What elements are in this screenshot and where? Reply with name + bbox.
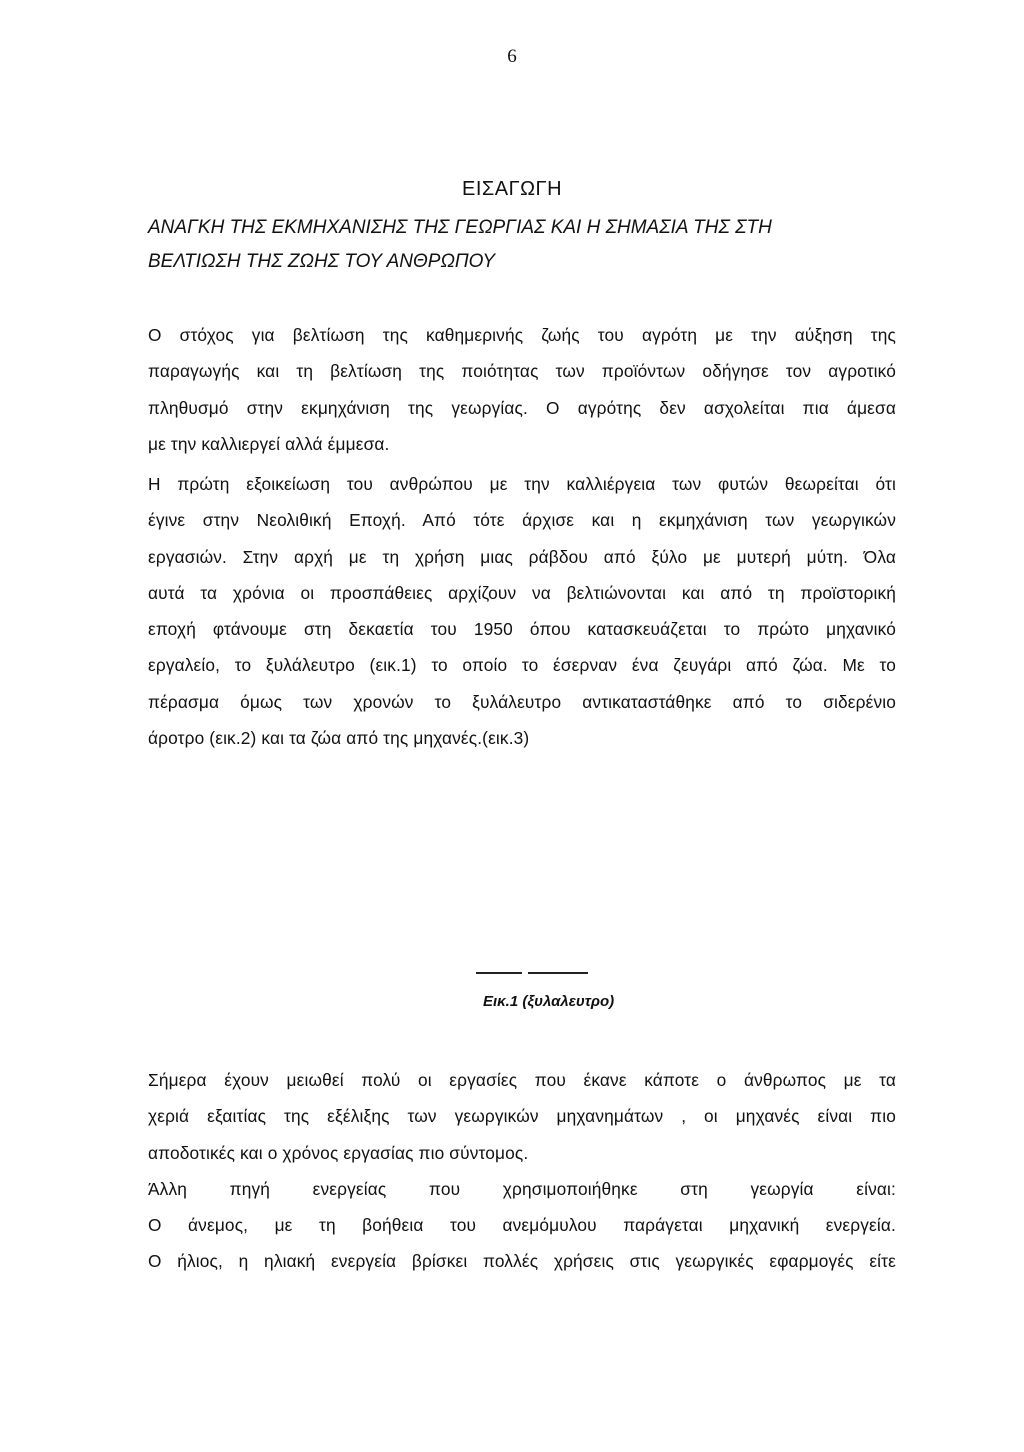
- paragraph-line: παραγωγής και τη βελτίωση της ποιότητας των προϊόντων οδήγησε τον αγροτικό: [148, 361, 896, 382]
- paragraph-goal: [148, 317, 896, 462]
- page-number: 6: [507, 46, 517, 67]
- paragraph-line: άροτρο (εικ.2) και τα ζώα από της μηχανές.(εικ.3): [148, 728, 530, 749]
- figure-caption: Εικ.1 (ξυλαλευτρο): [483, 993, 615, 1010]
- paragraph-line: πέρασμα όμως των χρονών το ξυλάλευτρο αντικαταστάθηκε από το σιδερένιο: [148, 691, 896, 712]
- paragraph-line: αποδοτικές και ο χρόνος εργασίας πιο σύντομος.: [148, 1142, 529, 1163]
- paragraph-line: εργασιών. Στην αρχή με τη χρήση μιας ράβδου από ξύλο με μυτερή μύτη. Όλα: [148, 546, 896, 567]
- document-heading: ΕΙΣΑΓΩΓΗ: [461, 178, 563, 200]
- paragraph-line: εργαλείο, το ξυλάλευτρο (εικ.1) το οποίο το έσερναν ένα ζευγάρι από ζώα. Με το: [148, 655, 896, 676]
- paragraph-line: με την καλλιεργεί αλλά έμμεσα.: [148, 433, 390, 454]
- figure-rule: [476, 972, 588, 974]
- paragraph-line: Ο στόχος για βελτίωση της καθημερινής ζωής του αγρότη με την αύξηση της: [148, 325, 896, 345]
- paragraph-line: Άλλη πηγή ενεργείας που χρησιμοποιήθηκε στη γεωργία είναι:: [148, 1178, 896, 1199]
- paragraph-line: έγινε στην Νεολιθική Εποχή. Από τότε άρχισε και η εκμηχάνιση των γεωργικών: [148, 510, 896, 531]
- paragraph-history: [148, 466, 896, 756]
- paragraph-line: Η πρώτη εξοικείωση του ανθρώπου με την καλλιέργεια των φυτών θεωρείται ότι: [148, 474, 896, 494]
- paragraph-line: πληθυσμό στην εκμηχάνιση της γεωργίας. Ο αγρότης δεν ασχολείται πια άμεσα: [148, 397, 896, 418]
- paragraph-line: Ο ήλιος, η ηλιακή ενεργεία βρίσκει πολλές χρήσεις στις γεωργικές εφαρμογές είτε: [148, 1251, 896, 1272]
- paragraph-line: Ο άνεμος, με τη βοήθεια του ανεμόμυλου παράγεται μηχανική ενεργεία.: [148, 1215, 896, 1236]
- paragraph-line: αυτά τα χρόνια οι προσπάθειες αρχίζουν να βελτιώνονται και από τη προϊστορική: [148, 582, 896, 603]
- paragraph-line: χεριά εξαιτίας της εξέλιξης των γεωργικών μηχανημάτων , οι μηχανές είναι πιο: [148, 1106, 896, 1127]
- document-subheading: [148, 211, 893, 279]
- paragraph-line: εποχή φτάνουμε στη δεκαετία του 1950 όπου κατασκευάζεται το πρώτο μηχανικό: [148, 619, 896, 640]
- paragraph-line: Σήμερα έχουν μειωθεί πολύ οι εργασίες που έκανε κάποτε ο άνθρωπος με τα: [148, 1070, 896, 1090]
- paragraph-today: [148, 1062, 896, 1280]
- subheading-line: ΑΝΑΓΚΗ ΤΗΣ ΕΚΜΗΧΑΝΙΣΗΣ ΤΗΣ ΓΕΩΡΓΙΑΣ ΚΑΙ Η ΣΗΜΑΣΙΑ ΤΗΣ ΣΤΗ: [148, 217, 772, 238]
- subheading-line: ΒΕΛΤΙΩΣΗ ΤΗΣ ΖΩΗΣ ΤΟΥ ΑΝΘΡΩΠΟΥ: [148, 251, 496, 272]
